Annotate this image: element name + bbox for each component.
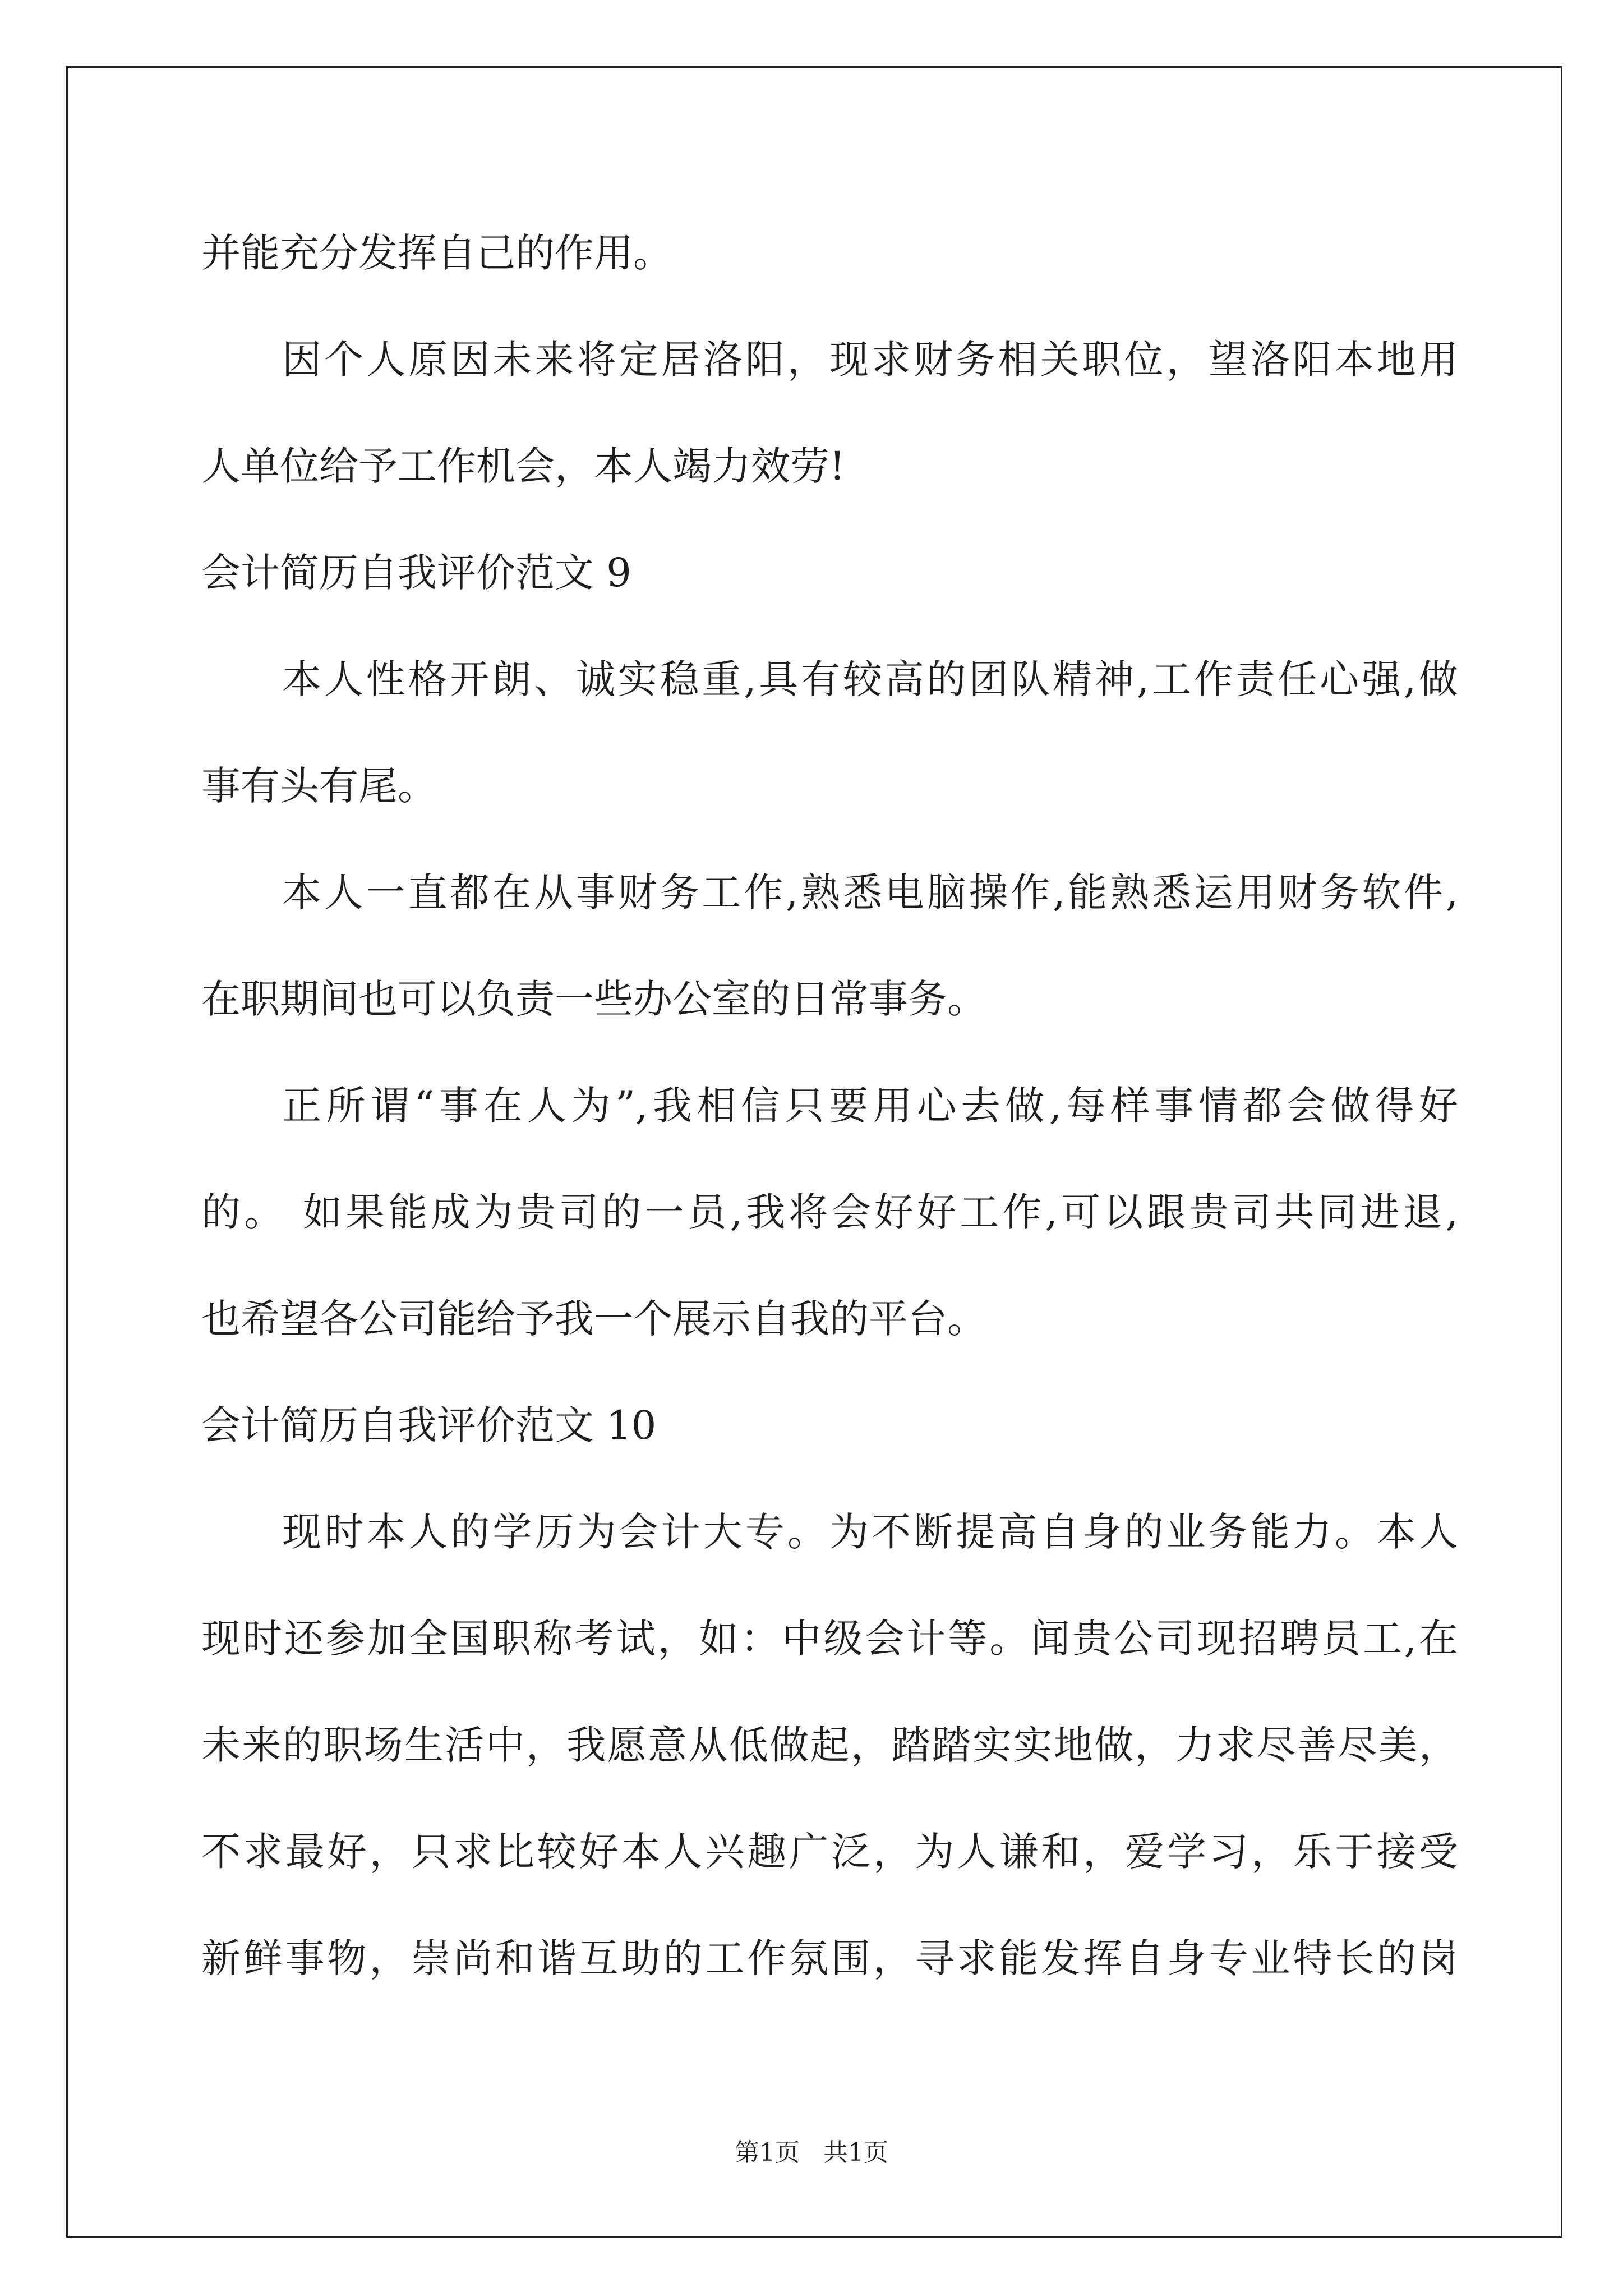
paragraph-line: 人单位给予工作机会，本人竭力效劳! — [201, 443, 846, 489]
paragraph — [201, 1479, 1458, 2012]
paragraph-line: 的。 如果能成为贵司的一员,我将会好好工作,可以跟贵司共同进退, — [201, 1189, 1458, 1235]
paragraph-line: 不求最好，只求比较好本人兴趣广泛，为人谦和，爱学习，乐于接受 — [201, 1829, 1458, 1875]
paragraph-line: 本人性格开朗、诚实稳重,具有较高的团队精神,工作责任心强,做 — [282, 656, 1458, 702]
paragraph-line: 现时还参加全国职称考试，如：中级会计等。闻贵公司现招聘员工,在 — [201, 1616, 1458, 1662]
paragraph — [201, 306, 1458, 519]
paragraph-line: 正所谓“事在人为”,我相信只要用心去做,每样事情都会做得好 — [282, 1083, 1458, 1129]
paragraph-line: 也希望各公司能给予我一个展示自我的平台。 — [201, 1296, 986, 1342]
paragraph-line: 新鲜事物，崇尚和谐互助的工作氛围，寻求能发挥自身专业特长的岗 — [201, 1935, 1458, 1981]
paragraph — [201, 626, 1458, 839]
paragraph — [201, 200, 1458, 306]
paragraph — [201, 1052, 1458, 1372]
paragraph-line: 因个人原因未来将定居洛阳，现求财务相关职位，望洛阳本地用 — [282, 337, 1458, 383]
section-heading: 会计简历自我评价范文 9 — [201, 550, 631, 596]
section-heading: 会计简历自我评价范文 10 — [201, 1402, 657, 1448]
paragraph-line: 并能充分发挥自己的作用。 — [201, 230, 672, 276]
paragraph-line: 在职期间也可以负责一些办公室的日常事务。 — [201, 976, 986, 1022]
paragraph-line: 事有头有尾。 — [201, 763, 437, 809]
paragraph-line: 未来的职场生活中，我愿意从低做起，踏踏实实地做，力求尽善尽美， — [201, 1722, 1458, 1768]
page-number-footer: 第1页 共1页 — [735, 2138, 888, 2167]
document-body — [201, 200, 1458, 2012]
section-continued — [201, 200, 1458, 519]
paragraph-line: 本人一直都在从事财务工作,熟悉电脑操作,能熟悉运用财务软件, — [282, 869, 1458, 915]
section-10 — [201, 1372, 1458, 2012]
section-9 — [201, 519, 1458, 1372]
paragraph-line: 现时本人的学历为会计大专。为不断提高自身的业务能力。本人 — [282, 1509, 1458, 1555]
paragraph — [201, 839, 1458, 1052]
